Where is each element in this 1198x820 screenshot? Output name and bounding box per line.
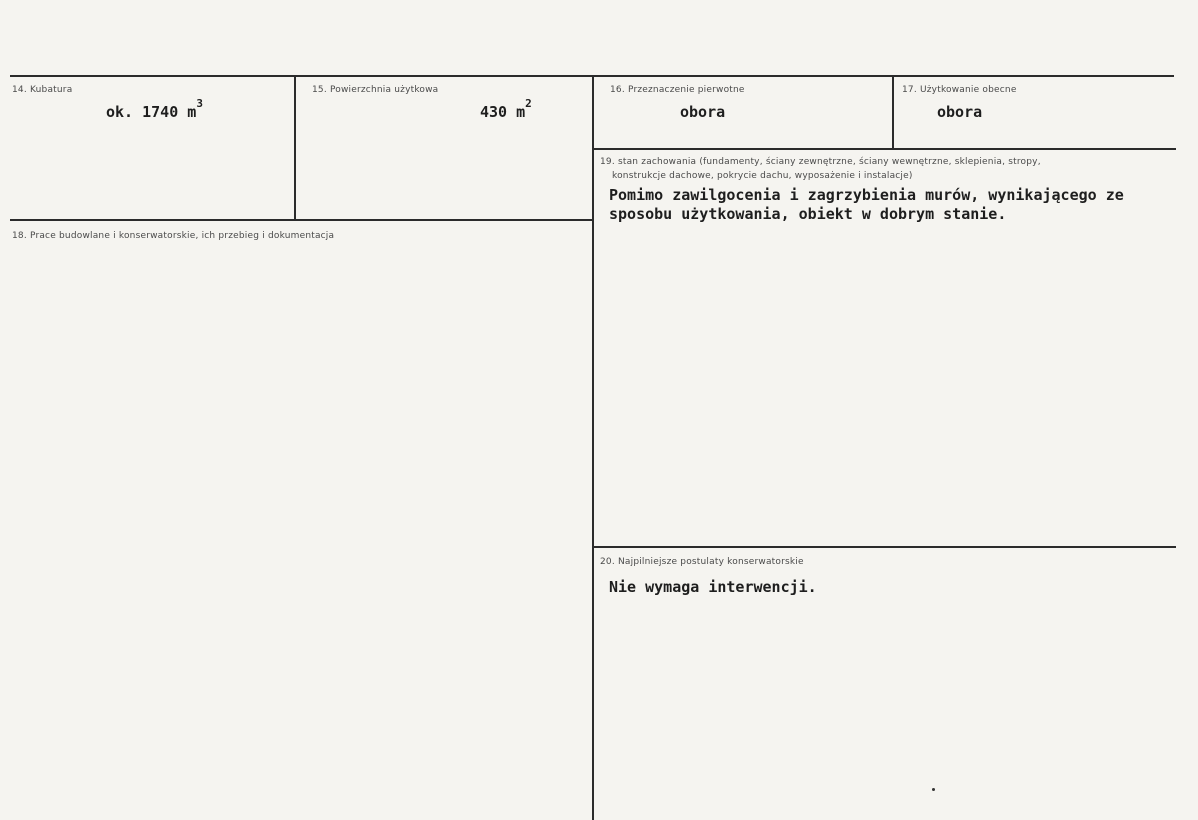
field-19-label-line1: 19. stan zachowania (fundamenty, ściany zewnętrzne, ściany wewnętrzne, sklepienia, stropy,	[600, 157, 1041, 167]
field-15-exponent: 2	[525, 97, 532, 110]
divider-19-20	[594, 546, 1176, 548]
field-17-value: obora	[937, 103, 983, 121]
field-14-value-text: ok. 1740 m	[106, 103, 197, 121]
divider-top-right-row	[594, 148, 1176, 150]
divider-left-row	[10, 219, 592, 221]
field-20-value: Nie wymaga interwencji.	[609, 578, 817, 596]
field-15-label: 15. Powierzchnia użytkowa	[312, 85, 439, 95]
field-16-label: 16. Przeznaczenie pierwotne	[610, 85, 745, 95]
field-15-value	[480, 97, 532, 121]
field-20-label: 20. Najpilniejsze postulaty konserwatorskie	[600, 557, 804, 567]
field-15-value-text: 430 m	[480, 103, 526, 121]
field-14-label: 14. Kubatura	[12, 85, 73, 95]
field-14-exponent: 3	[196, 97, 203, 110]
field-19-text-line2: sposobu użytkowania, obiekt w dobrym stanie.	[609, 205, 1007, 223]
ink-speck	[932, 788, 935, 791]
divider-16-17	[892, 77, 894, 148]
field-18-label: 18. Prace budowlane i konserwatorskie, ich przebieg i dokumentacja	[12, 231, 335, 241]
field-17-label: 17. Użytkowanie obecne	[902, 85, 1017, 95]
field-16-value: obora	[680, 103, 726, 121]
field-19-text-line1: Pomimo zawilgocenia i zagrzybienia murów, wynikającego ze	[609, 186, 1124, 204]
field-14-value	[106, 97, 203, 121]
center-divider	[592, 77, 594, 820]
divider-14-15	[294, 77, 296, 220]
field-19-label-line2: konstrukcje dachowe, pokrycie dachu, wyposażenie i instalacje)	[612, 171, 913, 181]
